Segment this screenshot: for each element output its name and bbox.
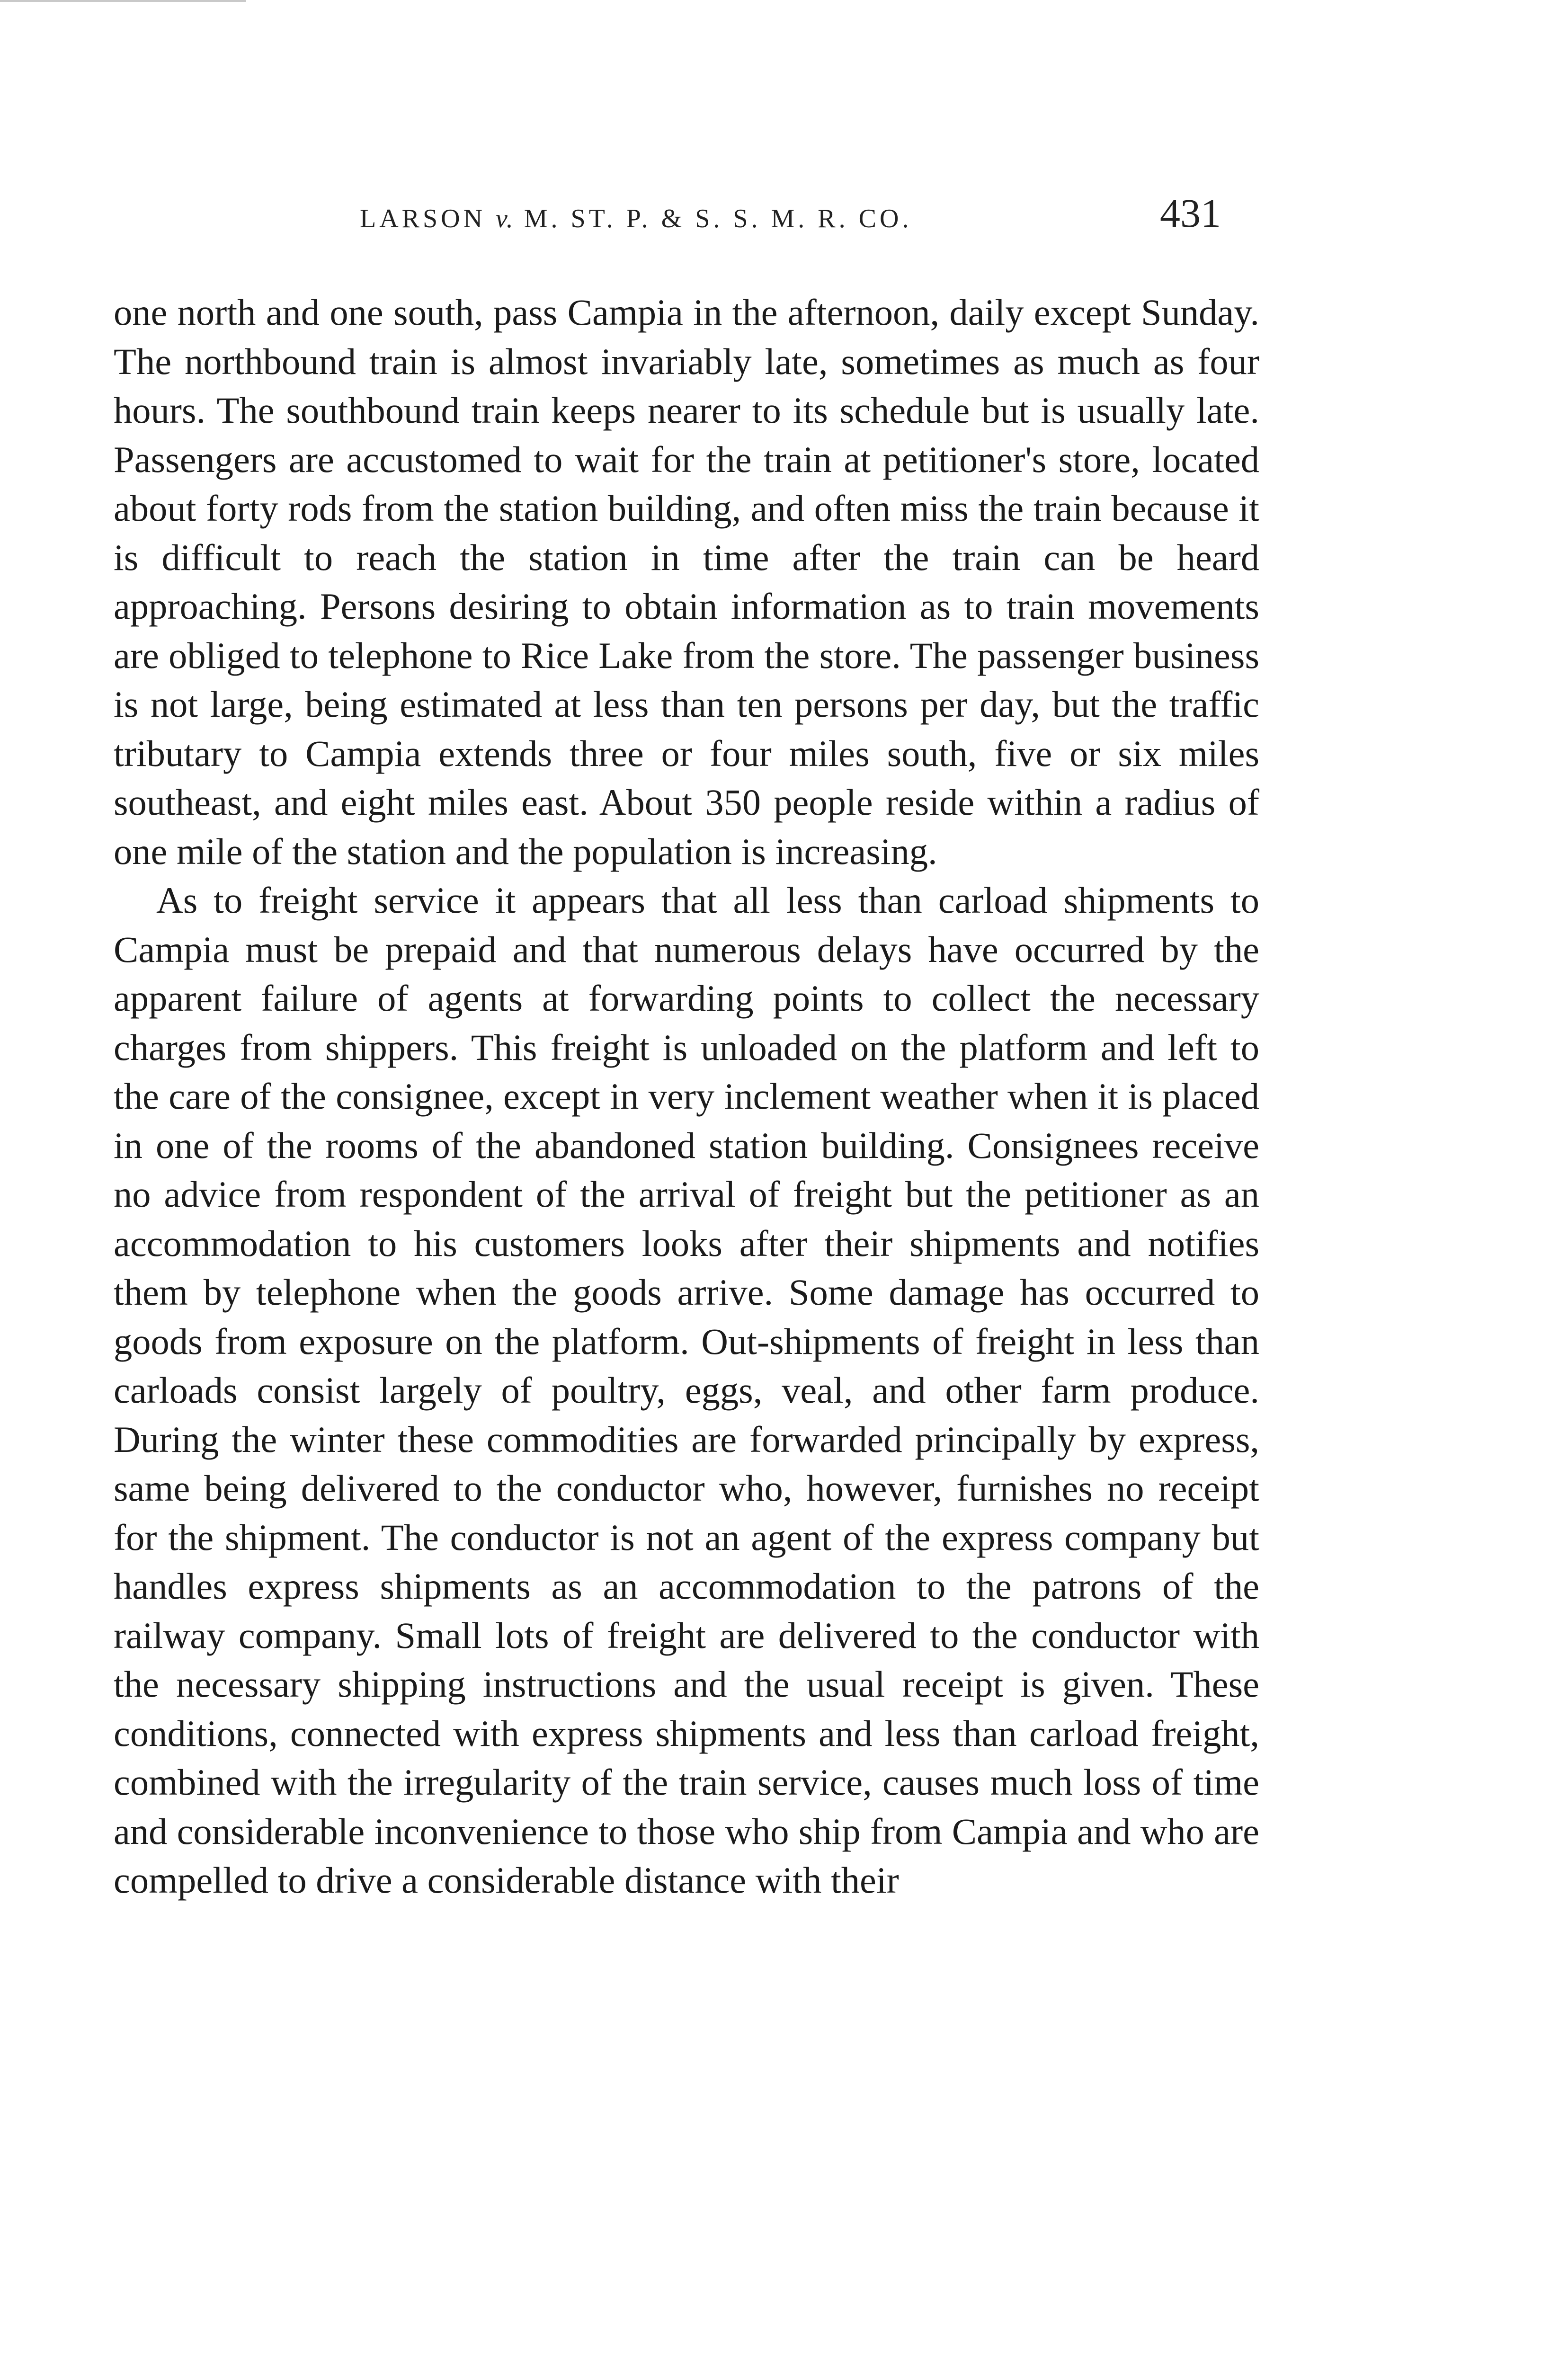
running-head-versus: v. xyxy=(496,204,514,233)
paragraph-freight-service: As to freight service it appears that all less than carload shipments to Campia must be prepaid and that numerous delays have occurred by the apparent failure of agents at forwarding points to collect the necessary charges from shippers. This freight is unloaded on the platform and left to the care of the consignee, except in very inclement weather when it is placed in one of the rooms of the abandoned station building. Consignees receive no advice from respondent of the arrival of freight but the petitioner as an accommodation to his customers looks after their shipments and notifies them by telephone when the goods arrive. Some damage has occurred to goods from exposure on the platform. Out-shipments of freight in less than carloads consist largely of poultry, eggs, veal, and other farm produce. During the winter these commodities are forwarded principally by express, same being delivered to the conductor who, however, furnishes no receipt for the shipment. The conductor is not an agent of the express company but handles express shipments as an accommodation to the patrons of the railway company. Small lots of freight are delivered to the conductor with the necessary shipping instructions and the usual receipt is given. These conditions, connected with express shipments and less than carload freight, combined with the irregularity of the train service, causes much loss of time and considerable inconvenience to those who ship from Campia and who are compelled to drive a considerable distance with their xyxy=(114,880,1259,1901)
running-head-pre: LARSON xyxy=(360,204,496,233)
paragraph-continued: one north and one south, pass Campia in the afternoon, daily except Sunday. The northbound train is almost invariably late, sometimes as much as four hours. The southbound train keeps nearer to its schedule but is usually late. Passengers are accustomed to wait for the train at petitioner's store, located about forty rods from the station building, and often miss the train because it is difficult to reach the station in time after the train can be heard approaching. Persons desiring to obtain information as to train movements are obliged to telephone to Rice Lake from the store. The passenger business is not large, being estimated at less than ten persons per day, but the traffic tributary to Campia extends three or four miles south, five or six miles southeast, and eight miles east. About 350 people reside within a radius of one mile of the station and the population is increasing. xyxy=(114,292,1259,872)
running-head xyxy=(360,204,912,234)
running-head-post: M. ST. P. & S. S. M. R. CO. xyxy=(514,204,912,233)
scan-edge-line xyxy=(0,0,246,2)
page-number: 431 xyxy=(1160,190,1221,236)
body-text xyxy=(114,288,1259,1905)
